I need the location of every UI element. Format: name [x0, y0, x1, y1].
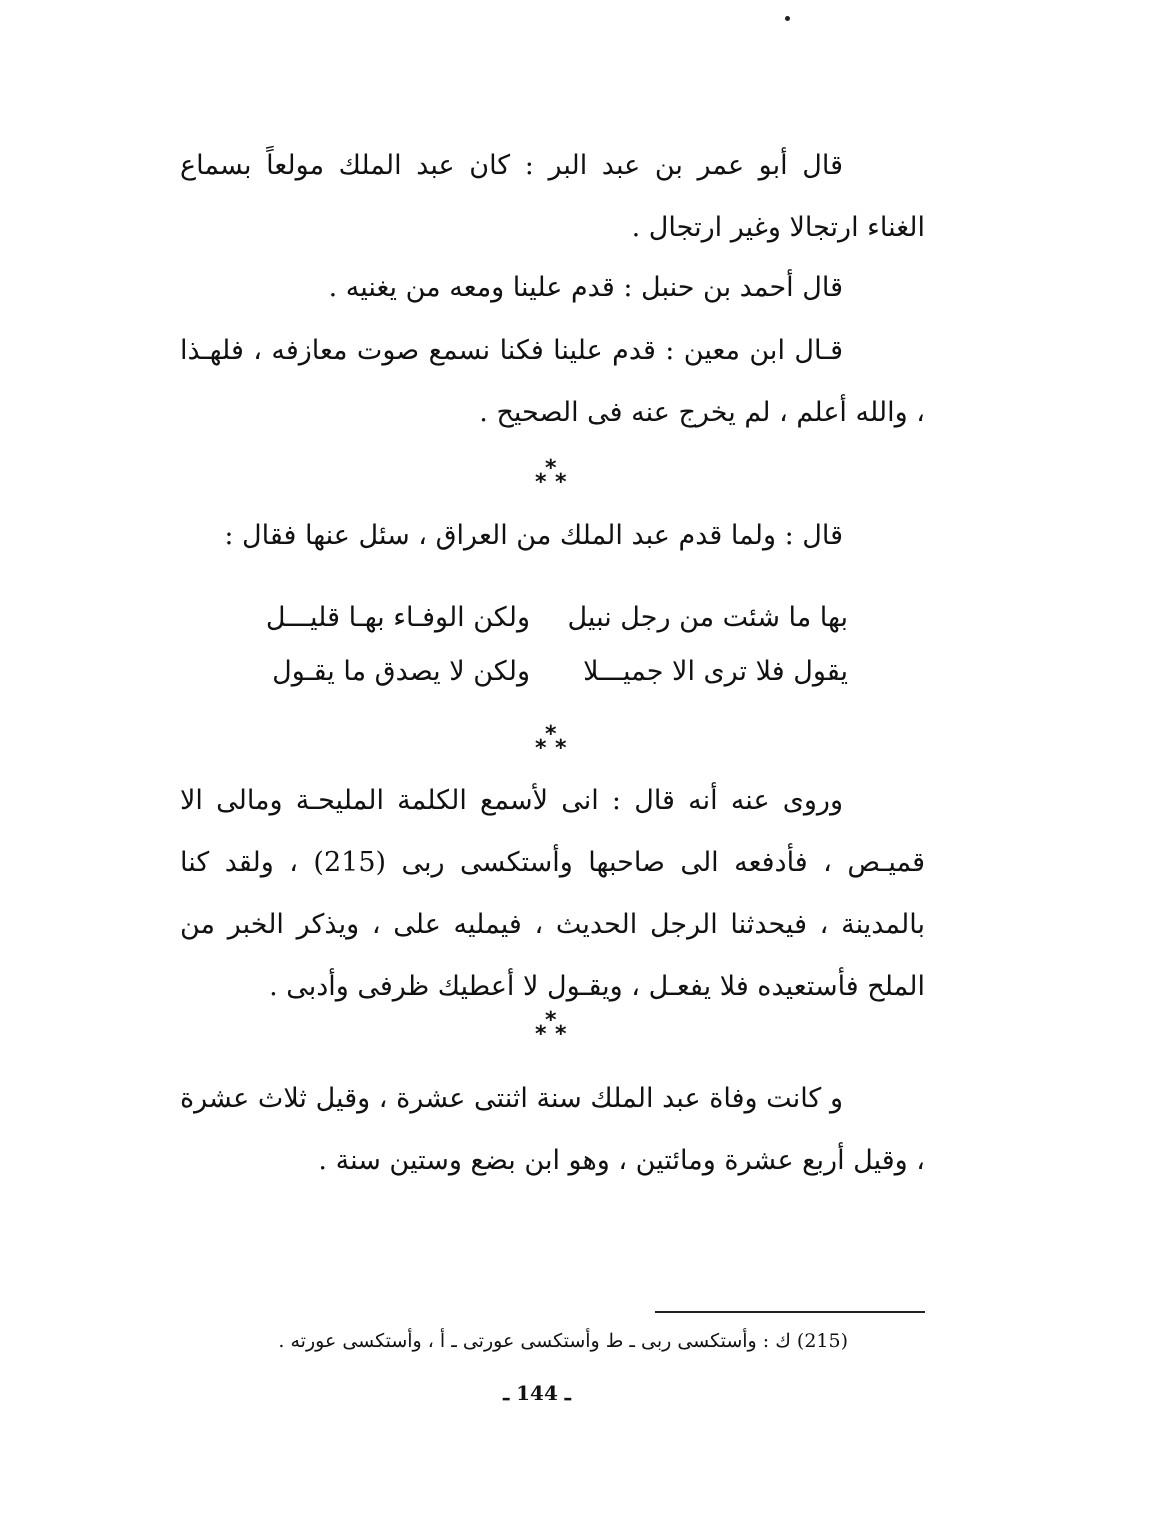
section-separator — [527, 1008, 577, 1048]
verse-hemistich-right: بها ما شئت من رجل نبيل — [567, 602, 848, 633]
section-separator — [527, 722, 577, 762]
separator-star: * — [555, 470, 567, 495]
separator-star: * — [535, 470, 547, 495]
paragraph-ibn-maeen: قـال ابن معين : قدم علينا فكنا نسمع صوت معازفه ، فلهـذا ، والله أعلم ، لم يخرج عنه فى الصحيح . — [180, 335, 925, 428]
page-number: ـ 144 ـ — [503, 1381, 571, 1405]
speck-mark — [785, 16, 790, 21]
paragraph-ahmad-ibn-hanbal: قال أحمد بن حنبل : قدم علينا ومعه من يغنيه . — [328, 272, 843, 303]
separator-star: * — [545, 722, 557, 747]
paragraph-narration: وروى عنه أنه قال : انى لأسمع الكلمة المليحـة ومالى الا قميـص ، فأدفعه الى صاحبها وأستكسى ربى (215) ، ولقد كنا بالمدينة ، فيحدثنا الرجل الحديث ، فيمليه على ، ويذكر الخبر من الملح فأستعيده فلا يفعـل ، ويقـول لا أعطيك ظرفى وأدبى . — [180, 785, 925, 1002]
paragraph-death: و كانت وفاة عبد الملك سنة اثنتى عشرة ، وقيل ثلاث عشرة ، وقيل أربع عشرة ومائتين ، وهو ابن بضع وستين سنة . — [180, 1083, 925, 1176]
section-separator — [527, 456, 577, 496]
verse-hemistich-left: ولكن الوفـاء بهـا قليـــل — [265, 602, 530, 633]
separator-star: * — [535, 1022, 547, 1047]
separator-star: * — [545, 456, 557, 481]
separator-star: * — [545, 1008, 557, 1033]
paragraph-iraq: قال : ولما قدم عبد الملك من العراق ، سئل عنها فقال : — [224, 520, 843, 551]
separator-star: * — [555, 1022, 567, 1047]
footnote-rule — [655, 1311, 925, 1313]
verse-line — [0, 598, 1154, 638]
separator-star: * — [535, 736, 547, 761]
verse-line — [0, 652, 1154, 692]
verse-hemistich-left: ولكن لا يصدق ما يقـول — [272, 656, 530, 687]
separator-star: * — [555, 736, 567, 761]
paragraph-abu-umar: قال أبو عمر بن عبد البر : كان عبد الملك مولعاً بسماع الغناء ارتجالا وغير ارتجال . — [180, 150, 925, 243]
verse-hemistich-right: يقول فلا ترى الا جميـــلا — [583, 656, 848, 687]
footnote: (215) ك : وأستكسى ربى ـ ط وأستكسى عورتى ـ أ ، وأستكسى عورته . — [278, 1330, 848, 1352]
